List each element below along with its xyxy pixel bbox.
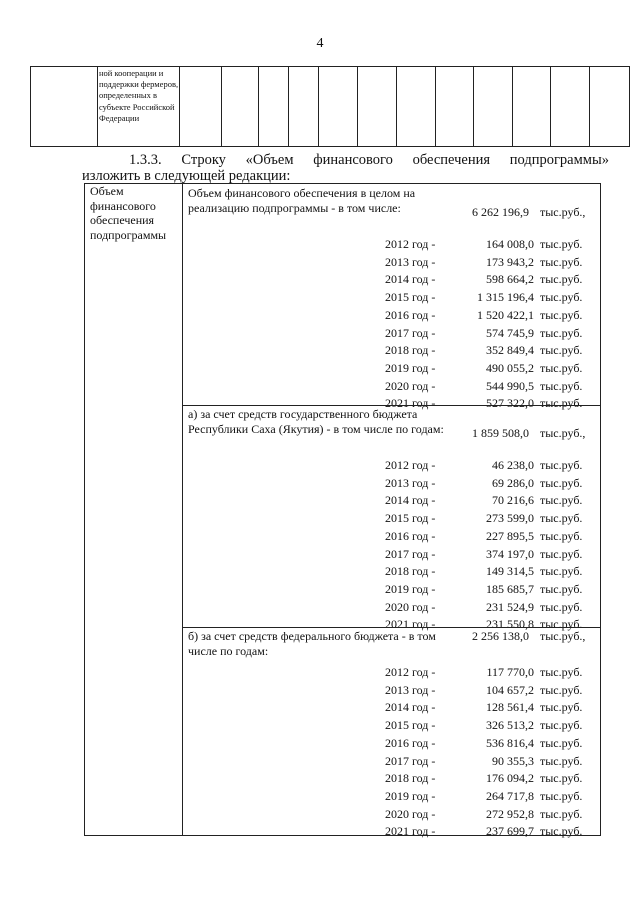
year-label: 2019 год - — [385, 360, 436, 375]
year-row — [85, 476, 602, 494]
year-unit: тыс.руб. — [540, 771, 583, 786]
total-unit: тыс.руб., — [540, 426, 586, 440]
table-column-line — [512, 67, 513, 146]
year-label: 2020 год - — [385, 599, 436, 614]
year-label: 2014 год - — [385, 700, 436, 715]
year-unit: тыс.руб. — [540, 475, 583, 490]
year-value: 70 216,6 — [492, 493, 534, 508]
year-unit: тыс.руб. — [540, 290, 583, 305]
paragraph-line-1 — [129, 152, 609, 169]
year-label: 2014 год - — [385, 493, 436, 508]
year-unit: тыс.руб. — [540, 617, 583, 632]
year-value: 490 055,2 — [486, 360, 534, 375]
year-label: 2013 год - — [385, 254, 436, 269]
year-row — [85, 736, 602, 754]
year-value: 231 524,9 — [486, 599, 534, 614]
year-row — [85, 379, 602, 397]
year-value: 1 315 196,4 — [477, 290, 534, 305]
year-unit: тыс.руб. — [540, 806, 583, 821]
year-value: 574 745,9 — [486, 325, 534, 340]
year-row — [85, 547, 602, 565]
year-row — [85, 290, 602, 308]
table-column-line — [357, 67, 358, 146]
year-value: 90 355,3 — [492, 753, 534, 768]
para-word: Строку — [181, 152, 226, 168]
year-row — [85, 255, 602, 273]
year-unit: тыс.руб. — [540, 665, 583, 679]
table-column-line — [318, 67, 319, 146]
year-unit: тыс.руб. — [540, 511, 583, 526]
year-row — [85, 600, 602, 618]
total-amount: 2 256 138,0 — [472, 629, 529, 643]
year-unit: тыс.руб. — [540, 325, 583, 340]
financing-table — [84, 183, 601, 839]
year-row — [85, 789, 602, 807]
year-row — [85, 493, 602, 511]
year-value: 176 094,2 — [486, 771, 534, 786]
year-value: 185 685,7 — [486, 581, 534, 596]
table-column-line — [473, 67, 474, 146]
total-unit: тыс.руб., — [540, 629, 586, 643]
block-title: Объем финансового обеспечения в целом на реализацию подпрограммы - в том числе: — [188, 186, 416, 215]
year-label: 2017 год - — [385, 325, 436, 340]
year-label: 2019 год - — [385, 581, 436, 596]
year-value: 544 990,5 — [486, 378, 534, 393]
year-value: 69 286,0 — [492, 475, 534, 490]
year-row — [85, 718, 602, 736]
year-label: 2018 год - — [385, 343, 436, 358]
year-value: 227 895,5 — [486, 528, 534, 543]
block-divider — [182, 405, 600, 406]
year-unit: тыс.руб. — [540, 378, 583, 393]
year-label: 2020 год - — [385, 806, 436, 821]
year-value: 104 657,2 — [486, 682, 534, 697]
year-row — [85, 237, 602, 255]
year-label: 2016 год - — [385, 528, 436, 543]
year-value: 231 550,8 — [486, 617, 534, 632]
year-unit: тыс.руб. — [540, 396, 583, 411]
table-column-line — [396, 67, 397, 146]
year-value: 173 943,2 — [486, 254, 534, 269]
year-label: 2012 год - — [385, 458, 436, 472]
page-number: 4 — [316, 36, 324, 51]
table-column-line — [589, 67, 590, 146]
year-row — [85, 824, 602, 842]
year-value: 527 322,0 — [486, 396, 534, 411]
year-unit: тыс.руб. — [540, 493, 583, 508]
year-unit: тыс.руб. — [540, 581, 583, 596]
year-value: 264 717,8 — [486, 788, 534, 803]
row-label: Объем финансового обеспечения подпрограммы — [90, 184, 167, 242]
year-label: 2021 год - — [385, 617, 436, 632]
year-label: 2018 год - — [385, 771, 436, 786]
year-value: 598 664,2 — [486, 272, 534, 287]
year-unit: тыс.руб. — [540, 700, 583, 715]
block-divider — [182, 627, 600, 628]
year-row — [85, 582, 602, 600]
year-row — [85, 683, 602, 701]
year-row — [85, 272, 602, 290]
year-label: 2014 год - — [385, 272, 436, 287]
year-row — [85, 564, 602, 582]
table-column-line — [435, 67, 436, 146]
year-label: 2019 год - — [385, 788, 436, 803]
fragment-text: ной кооперации и поддержки фермеров, определенных в субъекте Российской Федерации — [99, 68, 179, 123]
year-row — [85, 308, 602, 326]
para-word: «Объем — [245, 152, 294, 168]
table-column-line — [288, 67, 289, 146]
year-unit: тыс.руб. — [540, 307, 583, 322]
year-row — [85, 807, 602, 825]
block-title: а) за счет средств государственного бюджета Республики Саха (Якутия) - в том числе по годам: — [188, 407, 444, 436]
year-label: 2015 год - — [385, 511, 436, 526]
year-unit: тыс.руб. — [540, 272, 583, 287]
table-column-line — [97, 67, 98, 146]
year-value: 326 513,2 — [486, 718, 534, 733]
year-value: 272 952,8 — [486, 806, 534, 821]
year-label: 2016 год - — [385, 735, 436, 750]
para-word: финансового — [313, 152, 393, 168]
table-column-line — [179, 67, 180, 146]
year-unit: тыс.руб. — [540, 564, 583, 579]
previous-table-fragment — [30, 66, 630, 147]
year-label: 2020 год - — [385, 378, 436, 393]
year-label: 2021 год - — [385, 396, 436, 411]
year-value: 149 314,5 — [486, 564, 534, 579]
year-unit: тыс.руб. — [540, 788, 583, 803]
year-row — [85, 511, 602, 529]
year-row — [85, 754, 602, 772]
year-row — [85, 529, 602, 547]
block-title: б) за счет средств федерального бюджета - в том числе по годам: — [188, 629, 436, 658]
year-label: 2012 год - — [385, 665, 436, 679]
year-row — [85, 665, 602, 683]
year-value: 1 520 422,1 — [477, 307, 534, 322]
year-label: 2018 год - — [385, 564, 436, 579]
year-unit: тыс.руб. — [540, 458, 583, 472]
year-value: 237 699,7 — [486, 824, 534, 839]
year-value: 128 561,4 — [486, 700, 534, 715]
year-value: 352 849,4 — [486, 343, 534, 358]
year-unit: тыс.руб. — [540, 735, 583, 750]
year-label: 2017 год - — [385, 753, 436, 768]
total-amount: 6 262 196,9 — [472, 205, 529, 219]
table-column-line — [258, 67, 259, 146]
total-amount: 1 859 508,0 — [472, 426, 529, 440]
year-value: 374 197,0 — [486, 546, 534, 561]
year-unit: тыс.руб. — [540, 528, 583, 543]
para-word: 1.3.3. — [129, 152, 162, 168]
year-unit: тыс.руб. — [540, 343, 583, 358]
year-row — [85, 771, 602, 789]
para-word: подпрограммы» — [509, 152, 609, 168]
year-label: 2015 год - — [385, 718, 436, 733]
year-row — [85, 700, 602, 718]
table-column-line — [550, 67, 551, 146]
year-value: 536 816,4 — [486, 735, 534, 750]
year-unit: тыс.руб. — [540, 718, 583, 733]
year-row — [85, 326, 602, 344]
year-unit: тыс.руб. — [540, 546, 583, 561]
year-row — [85, 458, 602, 476]
year-unit: тыс.руб. — [540, 753, 583, 768]
year-value: 117 770,0 — [486, 665, 534, 679]
year-unit: тыс.руб. — [540, 682, 583, 697]
year-row — [85, 361, 602, 379]
year-row — [85, 343, 602, 361]
year-label: 2013 год - — [385, 475, 436, 490]
year-label: 2015 год - — [385, 290, 436, 305]
paragraph-line-2: изложить в следующей редакции: — [82, 168, 291, 184]
year-label: 2012 год - — [385, 237, 436, 251]
year-value: 46 238,0 — [492, 458, 534, 472]
year-value: 273 599,0 — [486, 511, 534, 526]
year-value: 164 008,0 — [486, 237, 534, 251]
year-unit: тыс.руб. — [540, 254, 583, 269]
year-label: 2013 год - — [385, 682, 436, 697]
para-word: обеспечения — [412, 152, 491, 168]
total-unit: тыс.руб., — [540, 205, 586, 219]
year-unit: тыс.руб. — [540, 237, 583, 251]
table-column-line — [221, 67, 222, 146]
year-unit: тыс.руб. — [540, 824, 583, 839]
year-unit: тыс.руб. — [540, 360, 583, 375]
year-label: 2016 год - — [385, 307, 436, 322]
year-label: 2021 год - — [385, 824, 436, 839]
year-label: 2017 год - — [385, 546, 436, 561]
year-unit: тыс.руб. — [540, 599, 583, 614]
